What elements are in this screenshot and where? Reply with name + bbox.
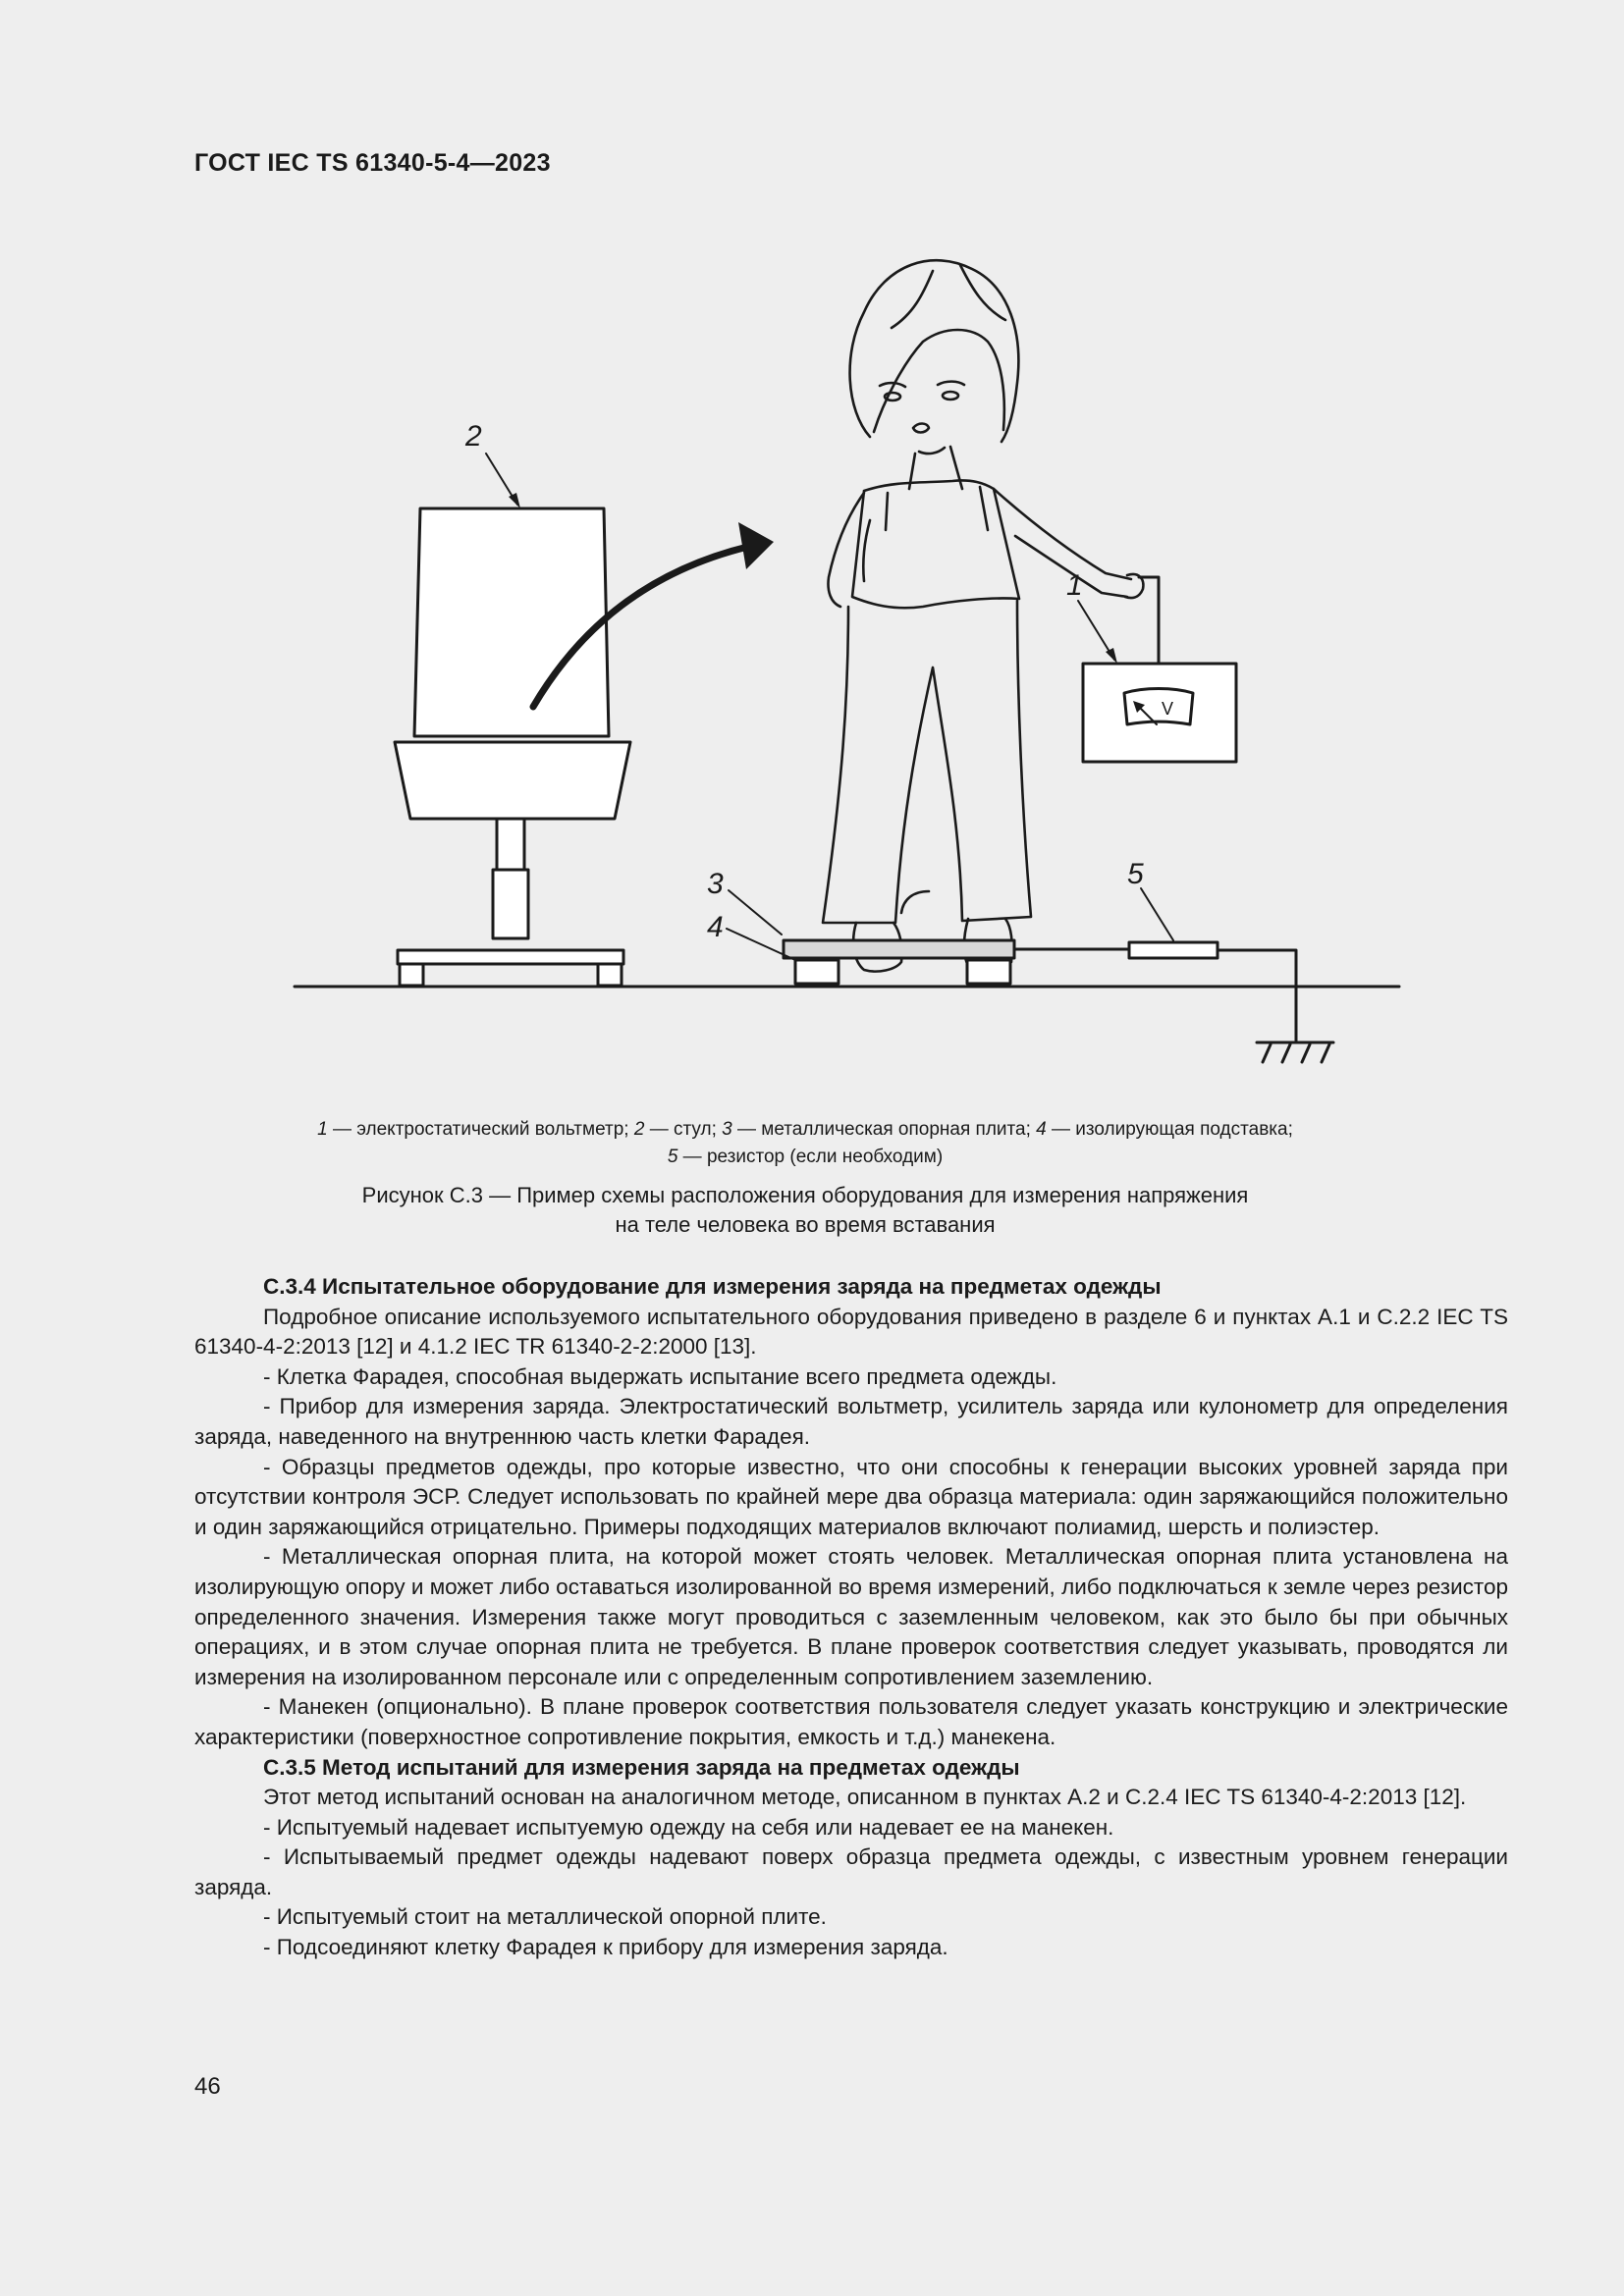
callout-leader-3 [729,890,782,934]
insulating-support-left [795,960,839,984]
person-drawing [823,260,1143,971]
chair-back [414,508,609,736]
voltmeter-dial [1124,689,1193,725]
metal-plate [784,940,1014,958]
paragraph: Подробное описание используемого испытательного оборудования приведено в разделе 6 и пунктах А.1 и С.2.2 IEC TS 61340-4-2:2013 [12] и 4.1.2 IEC TR 61340-2-2:2000 [13]. [194,1304,1508,1360]
resistor [1129,942,1218,958]
callout-1: 1 [1066,569,1083,602]
paragraph: - Испытуемый надевает испытуемую одежду на себя или надевает ее на манекен. [263,1814,1114,1840]
legend-text: — стул; [644,1119,723,1140]
paragraph: - Испытываемый предмет одежды надевают поверх образца предмета одежды, с известным уровнем генерации заряда. [194,1844,1508,1899]
caption-line-2: на теле человека во время вставания [615,1212,996,1237]
paragraph: - Подсоединяют клетку Фарадея к прибору для измерения заряда. [263,1935,948,1960]
legend-text: — резистор (если необходим) [677,1147,944,1167]
paragraph: Этот метод испытаний основан на аналогичном методе, описанном в пунктах А.2 и С.2.4 IEC TS 61340-4-2:2013 [12]. [263,1785,1467,1810]
section-heading: С.3.4 Испытательное оборудование для измерения заряда на предметах одежды [263,1274,1162,1299]
section-heading: С.3.5 Метод испытаний для измерения заряда на предметах одежды [263,1754,1020,1780]
plate-assembly [784,940,1014,984]
legend-line-2 [196,1144,1414,1171]
callout-leader-5 [1141,888,1173,940]
chair-drawing [395,508,630,986]
paragraph: - Образцы предметов одежды, про которые известно, что они способны к генерации высоких уровней заряда при отсутствии контроля ЭСР. Следует использовать по крайней мере два образца материала: один заряжающийся положительно и один заряжающийся отрицательно. Примеры подходящих материалов включают полиамид, шерсть и полиэстер. [194,1454,1508,1539]
voltmeter-symbol: V [1162,699,1174,719]
legend-line-1 [196,1116,1414,1144]
legend-number: 3 [722,1119,732,1140]
document-header: ГОСТ IEC TS 61340-5-4—2023 [194,149,551,177]
person-top [852,480,1019,608]
legend-number: 4 [1036,1119,1047,1140]
measurement-setup-figure [285,236,1414,1080]
chair-foot-left [400,964,423,986]
callout-3: 3 [707,868,724,900]
callout-4: 4 [707,911,724,943]
paragraph: - Прибор для измерения заряда. Электростатический вольтметр, усилитель заряда или кулонометр для определения заряда, наведенного на внутреннюю часть клетки Фарадея. [194,1394,1508,1449]
ground-wire [1014,949,1129,950]
person-trousers [823,601,1031,923]
chair-base [398,950,623,964]
paragraph: - Испытуемый стоит на металлической опорной плите. [263,1904,827,1930]
callout-5: 5 [1127,858,1144,890]
chair-foot-right [598,964,622,986]
legend-text: — металлическая опорная плита; [731,1119,1037,1140]
chair-post-upper [497,819,524,870]
figure-caption [196,1181,1414,1240]
paragraph: - Манекен (опционально). В плане проверок соответствия пользователя следует указать конструкцию и электрические характеристики (поверхностное сопротивление покрытия, емкость и т.д.) манекена. [194,1694,1508,1749]
paragraph: - Клетка Фарадея, способная выдержать испытание всего предмета одежды. [263,1363,1057,1389]
caption-line-1: Рисунок С.3 — Пример схемы расположения оборудования для измерения напряжения [361,1183,1249,1207]
legend-number: 1 [317,1119,328,1140]
legend-text: — электростатический вольтметр; [327,1119,634,1140]
chair-post-lower [493,870,528,938]
callout-2: 2 [465,420,482,453]
legend-number: 2 [633,1119,645,1140]
insulating-support-right [967,960,1010,984]
legend-number: 5 [667,1147,678,1167]
ground-symbol [1257,1042,1333,1062]
body-text [194,1272,1508,1963]
figure-legend [196,1116,1414,1171]
legend-text: — изолирующая подставка; [1046,1119,1293,1140]
paragraph: - Металлическая опорная плита, на которой может стоять человек. Металлическая опорная плита установлена на изолирующую опору и может либо оставаться изолированной во время измерений, либо подключаться к земле через резистор определенного значения. Измерения также могут проводиться с заземленным человеком, как это было бы при обычных операциях, и в этом случае опорная плита не требуется. В плане проверок соответствия следует указывать, проводятся ли измерения на изолированном персонале или с определенным сопротивлением заземлению. [194,1544,1508,1689]
chair-seat [395,742,630,819]
voltmeter-drawing [1083,664,1236,762]
page-number: 46 [194,2073,221,2100]
